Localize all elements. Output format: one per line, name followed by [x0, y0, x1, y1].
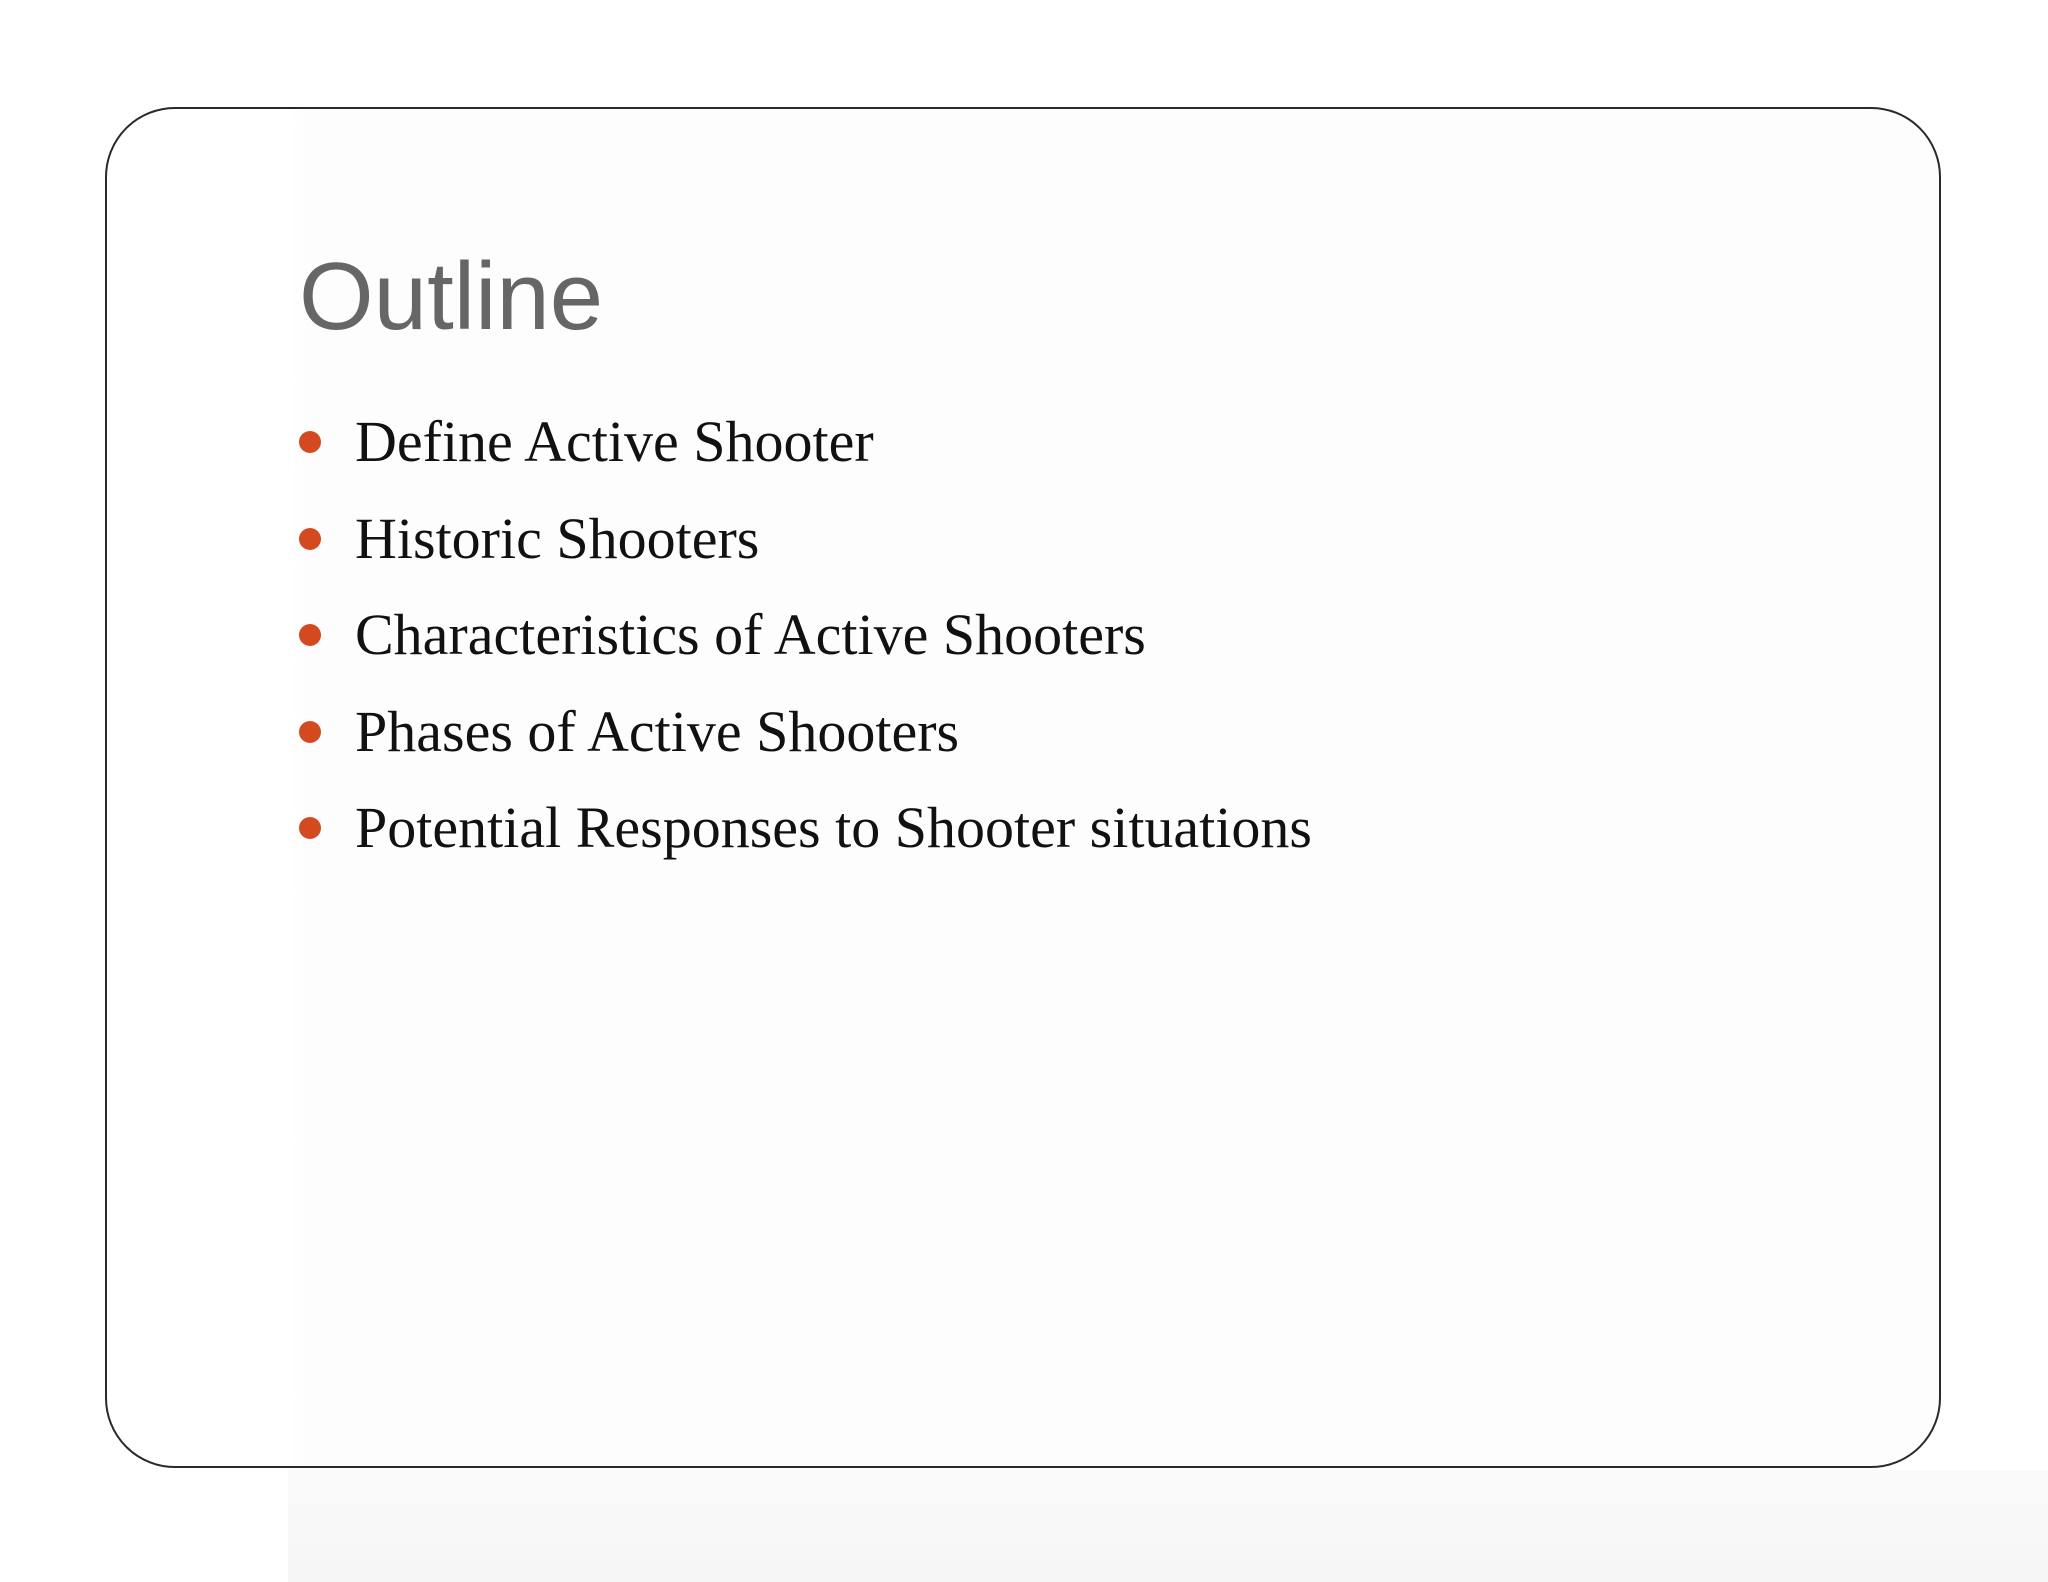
list-item [299, 684, 1312, 781]
slide-frame [105, 107, 1941, 1468]
bullet-dot-icon [299, 431, 321, 453]
list-item [299, 780, 1312, 877]
bullet-dot-icon [299, 528, 321, 550]
bullet-text: Historic Shooters [355, 505, 760, 571]
slide-title: Outline [299, 243, 604, 350]
list-item [299, 491, 1312, 588]
bullet-dot-icon [299, 721, 321, 743]
page-backdrop [288, 1470, 2048, 1582]
list-item [299, 394, 1312, 491]
bullet-text: Potential Responses to Shooter situations [355, 795, 1312, 861]
bullet-list [299, 394, 1312, 877]
bullet-dot-icon [299, 817, 321, 839]
list-item [299, 587, 1312, 684]
bullet-text: Define Active Shooter [355, 409, 874, 475]
bullet-dot-icon [299, 624, 321, 646]
bullet-text: Characteristics of Active Shooters [355, 602, 1146, 668]
bullet-text: Phases of Active Shooters [355, 698, 960, 764]
